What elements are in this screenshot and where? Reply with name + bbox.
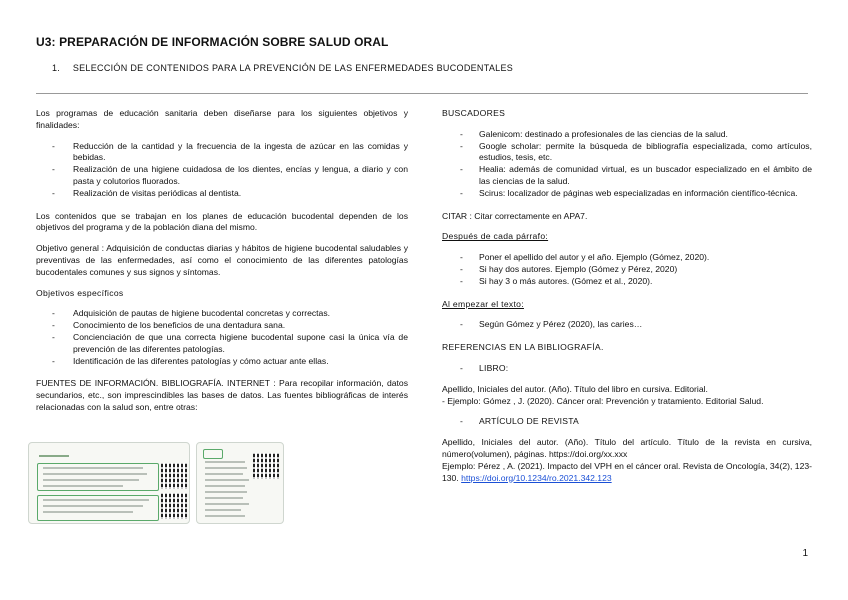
list-item: - Concienciación de que una correcta higiene bucodental supone casi la única vía de prevención de las diferentes patologías. [36, 332, 408, 356]
document-title: U3: PREPARACIÓN DE INFORMACIÓN SOBRE SALUD ORAL [36, 35, 389, 49]
specific-objectives-heading: Objetivos específicos [36, 287, 124, 298]
section-number: 1. [52, 63, 61, 73]
divider-line [36, 93, 808, 94]
intro-paragraph: Los programas de educación sanitaria deben diseñarse para los siguientes objetivos y finalidades: [36, 108, 408, 130]
list-item: - Realización de visitas periódicas al dentista. [36, 188, 408, 200]
search-engines-list [442, 129, 812, 200]
list-item: - Galenicom: destinado a profesionales de las ciencias de la salud. [442, 129, 812, 141]
page-number: 1 [802, 548, 808, 559]
doi-link[interactable]: https://doi.org/10.1234/ro.2021.342.123 [461, 472, 612, 483]
article-example-text: Ejemplo: Pérez , A. (2021). Impacto del VPH en el cáncer oral. Revista de Oncología, 34(2), 123-130. [442, 460, 812, 483]
qr-code-icon [161, 463, 187, 489]
article-format: Apellido, Iniciales del autor. (Año). Título del artículo. Título de la revista en cursiva, número(volumen), páginas. https://doi.org/xx.xxx [442, 437, 812, 459]
begin-text-list [442, 319, 812, 331]
cite-paragraph: CITAR : Citar correctamente en APA7. [442, 210, 588, 221]
specific-objectives-list [36, 308, 408, 367]
section-subtitle-text: SELECCIÓN DE CONTENIDOS PARA LA PREVENCIÓN DE LAS ENFERMEDADES BUCODENTALES [72, 63, 514, 73]
search-engines-heading: BUSCADORES [442, 108, 506, 118]
list-item: - Si hay dos autores. Ejemplo (Gómez y Pérez, 2020) [442, 264, 812, 276]
databases-card-image [28, 442, 190, 524]
list-item: - Identificación de las diferentes patologías y cómo actuar ante ellas. [36, 356, 408, 368]
list-item: - Según Gómez y Pérez (2020), las caries… [442, 319, 812, 331]
book-heading: - LIBRO: [442, 363, 812, 375]
article-example [442, 461, 812, 485]
embedded-images [28, 442, 284, 522]
right-column [442, 108, 812, 484]
list-item: - Healia: además de comunidad virtual, es un buscador especializado en el ámbito de las ciencias de la salud. [442, 164, 812, 188]
references-heading: REFERENCIAS EN LA BIBLIOGRAFÍA. [442, 342, 604, 353]
contents-paragraph: Los contenidos que se trabajan en los planes de educación bucodental dependen de los objetivos del programa y de la población diana del mismo. [36, 210, 408, 233]
sources-paragraph: FUENTES DE INFORMACIÓN. BIBLIOGRAFÍA. INTERNET : Para recopilar información, datos secundarios, etc., son imprescindibles las bases de datos. Las fuentes bibliográficas de interés relacionadas con la salud son, entre otras: [36, 378, 408, 412]
list-item: - Conocimiento de los beneficios de una dentadura sana. [36, 320, 408, 332]
book-example: - Ejemplo: Gómez , J. (2020). Cáncer oral: Prevención y tratamiento. Editorial Salud. [442, 395, 764, 406]
after-paragraph-heading: Después de cada párrafo: [442, 231, 549, 242]
qr-code-icon [161, 493, 187, 519]
list-item: - Realización de una higiene cuidadosa de los dientes, encías y lengua, a diario y con pasta y colutorios fluorados. [36, 164, 408, 188]
list-item: - Reducción de la cantidad y la frecuencia de la ingesta de azúcar en las comidas y bebidas. [36, 141, 408, 165]
article-heading: - ARTÍCULO DE REVISTA [442, 416, 812, 428]
left-column [36, 108, 408, 423]
goals-list [36, 141, 408, 200]
list-item: - Poner el apellido del autor y el año. Ejemplo (Gómez, 2020). [442, 252, 812, 264]
database-card-image [196, 442, 284, 524]
book-format: Apellido, Iniciales del autor. (Año). Título del libro en cursiva. Editorial. [442, 383, 708, 394]
list-item: - Si hay 3 o más autores. (Gómez et al., 2020). [442, 276, 812, 288]
qr-code-icon [253, 453, 279, 479]
section-subtitle [52, 63, 513, 73]
begin-text-heading: Al empezar el texto: [442, 298, 524, 309]
list-item: - Adquisición de pautas de higiene bucodental concretas y correctas. [36, 308, 408, 320]
general-objective-paragraph: Objetivo general : Adquisición de conductas diarias y hábitos de higiene bucodental saludables y preventivas de las enfermedades, así como el conocimiento de las diferentes patologías bucodentales comunes y sus signos y síntomas. [36, 243, 408, 277]
after-paragraph-list [442, 252, 812, 287]
list-item: - Scirus: localizador de páginas web especializadas en información científico-técnica. [442, 188, 812, 200]
list-item: - Google scholar: permite la búsqueda de bibliografía especializada, como artículos, estudios, tesis, etc. [442, 141, 812, 165]
